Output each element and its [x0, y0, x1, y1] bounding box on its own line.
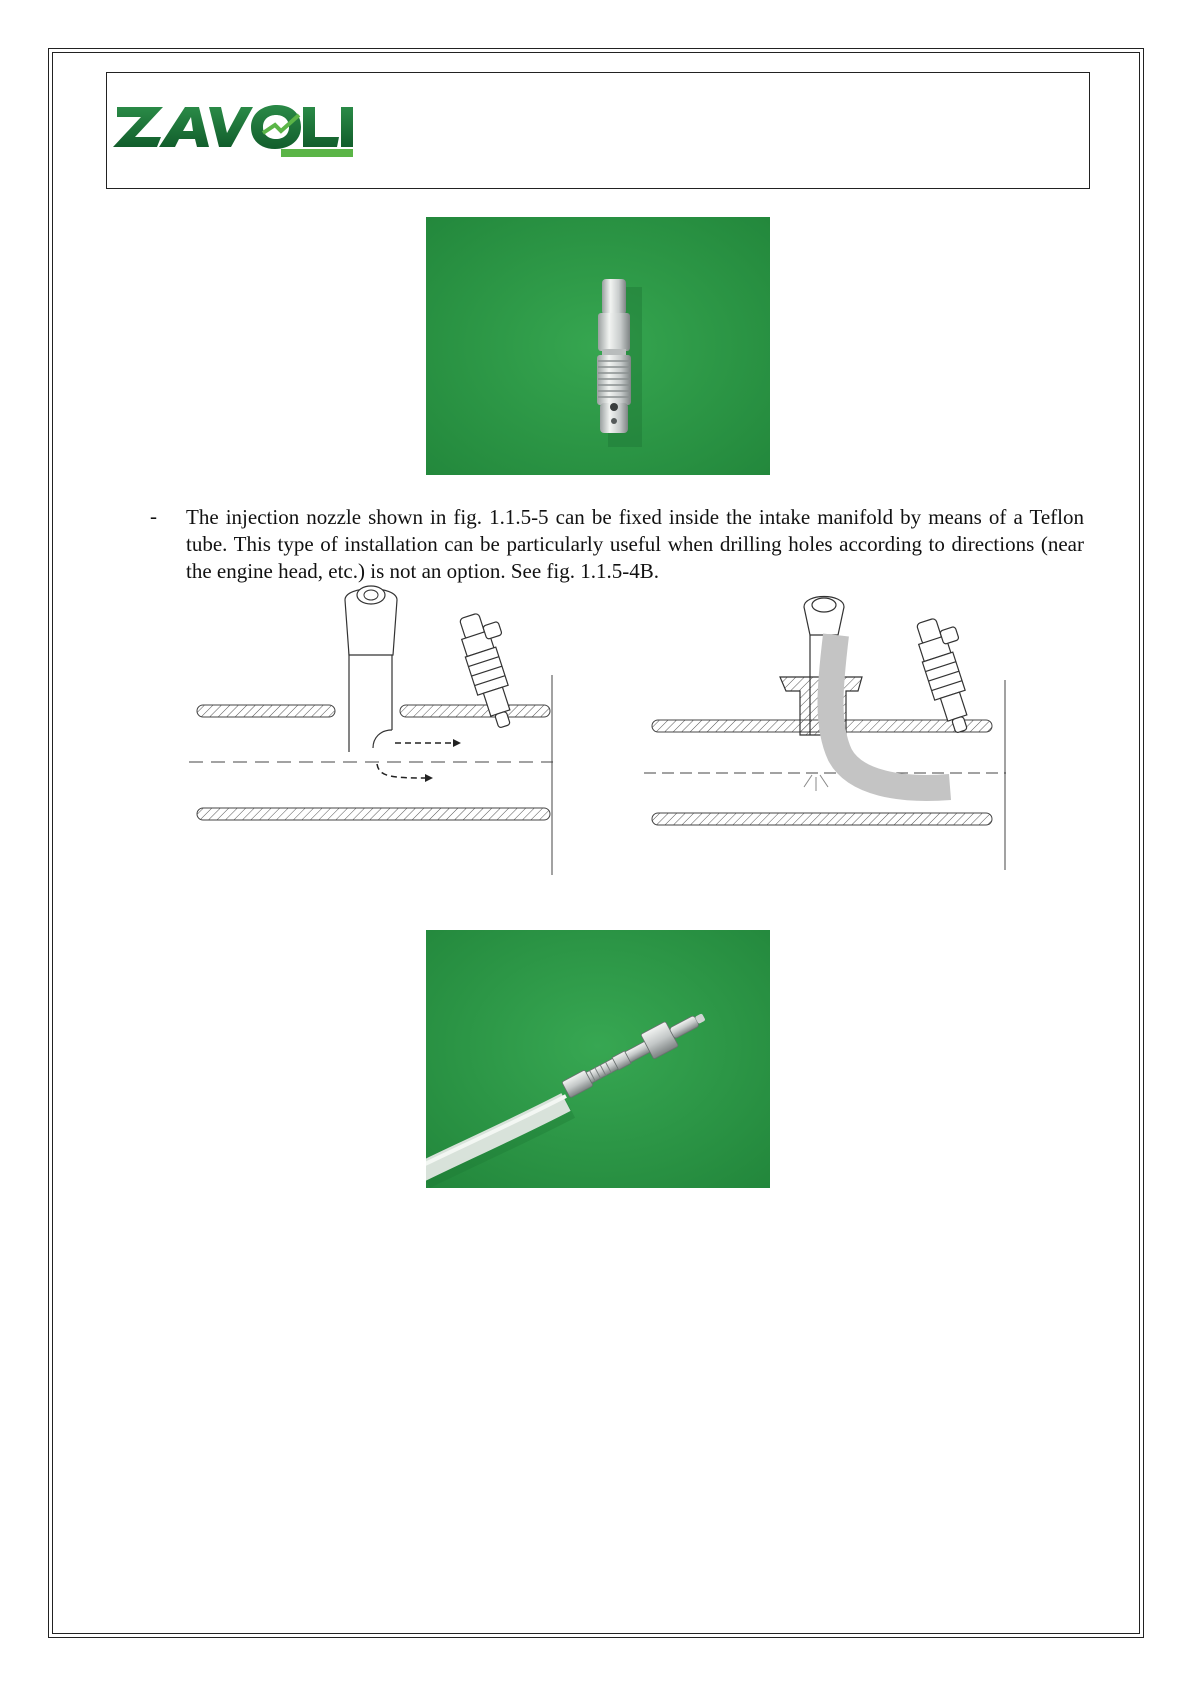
injection-nozzle-photo [426, 217, 770, 475]
teflon-tube-nozzle-photo [426, 930, 770, 1188]
teflon-tube-installation-diagram [640, 595, 1020, 875]
body-paragraph: The injection nozzle shown in fig. 1.1.5-5 can be fixed inside the intake manifold by means of a Teflon tube. This type of installation can be particularly useful when drilling holes according to directions (near the engine head, etc.) is not an option. See fig. 1.1.5-4B. [186, 505, 1084, 583]
bullet-dash: - [150, 504, 157, 528]
standard-nozzle-installation-diagram [185, 580, 565, 875]
zavoli-logo-icon [113, 97, 353, 157]
page-header [106, 72, 1090, 189]
